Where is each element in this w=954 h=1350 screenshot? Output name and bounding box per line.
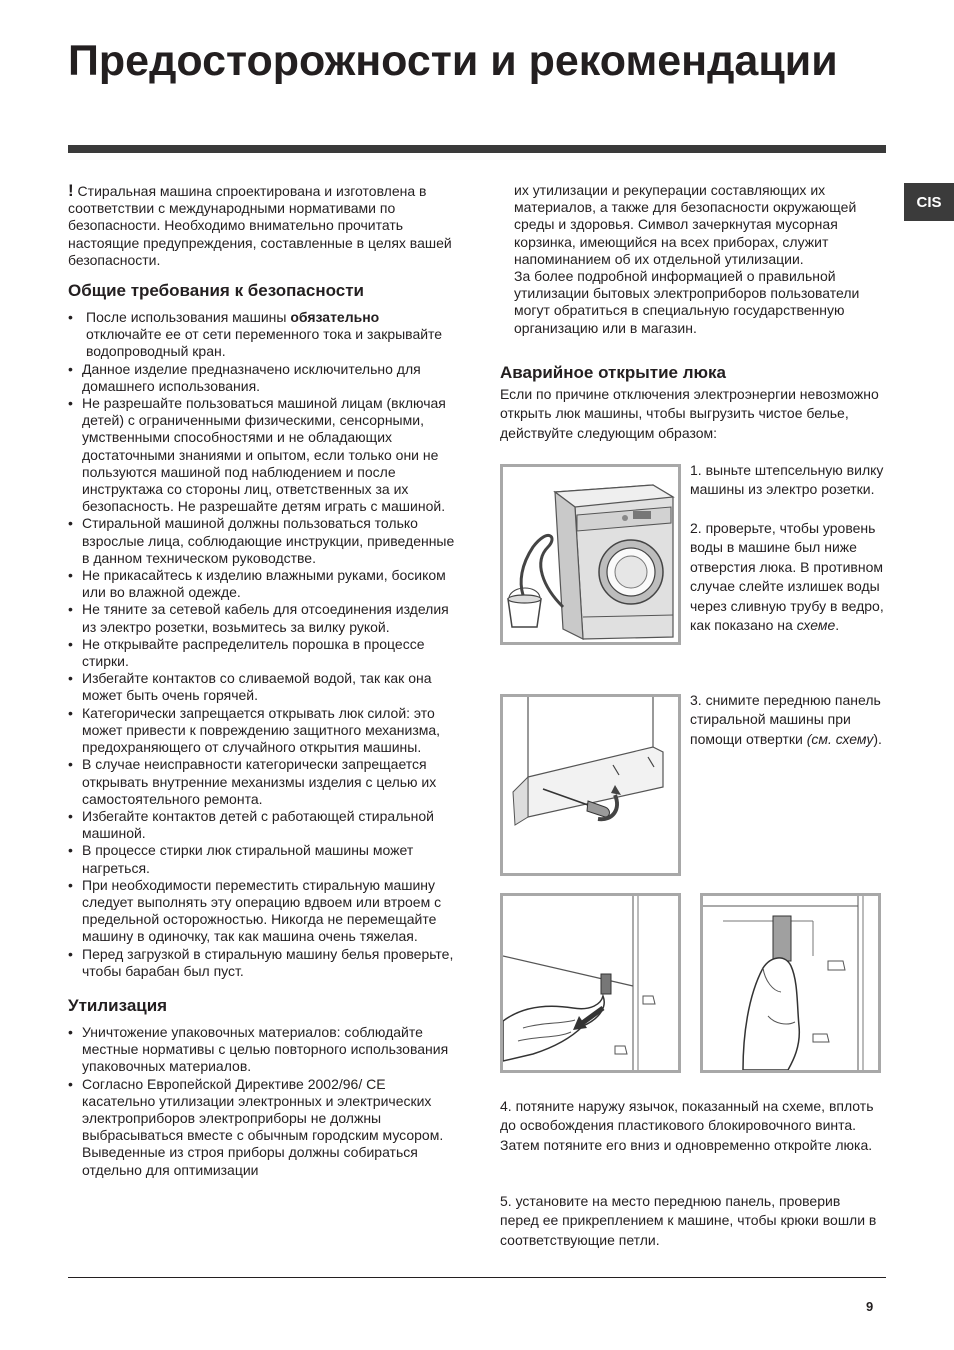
list-item: • Не открывайте распределитель порошка в процессе стирки. (68, 636, 456, 670)
step-4-text: 4. потяните наружу язычок, показанный на схеме, вплоть до освобождения пластикового блокировочного винта. Затем потяните его вниз и одновременно откройте люка. (500, 1098, 874, 1153)
list-item: • Категорически запрещается открывать люк силой: это может привести к повреждению защитного механизма, предохраняющего от случайного открытия машины. (68, 705, 456, 757)
list-item: • Стиральной машиной должны пользоваться только взрослые лица, соблюдающие инструкции, приведенные в данном техническом руководстве. (68, 515, 456, 567)
list-item: • Не разрешайте пользоваться машиной лицам (включая детей) с ограниченными физическими, сенсорными, умственными способностями и не обладающих достаточными знаниями и опытом, если только они не пользуются машиной под наблюдением и после инструктажа со стороны лиц, ответственных за их безопасность. Не разрешайте детям играть с машиной. (68, 395, 456, 515)
list-item: • Перед загрузкой в стиральную машину белья проверьте, чтобы барабан был пуст. (68, 946, 456, 980)
list-item: • Согласно Европейской Директиве 2002/96/ СЕ касательно утилизации электронных и электрических электроприборов электроприборы не должны выбрасываться вместе с обычным городским мусором. Выведенные из строя приборы должны собираться отдельно для оптимизации (68, 1076, 456, 1179)
disposal-more-info: За более подробной информацией о правильной утилизации бытовых электроприборов пользователи могут обратиться в специальную государственную организацию или в магазин. (514, 268, 860, 336)
general-safety-heading: Общие требования к безопасности (68, 281, 364, 301)
washing-machine-illustration (503, 467, 678, 642)
left-column (68, 182, 456, 1179)
right-column (500, 182, 888, 443)
list-item: • Избегайте контактов детей с работающей стиральной машиной. (68, 808, 456, 842)
warning-icon: ! (68, 181, 74, 200)
intro-text: Стиральная машина спроектирована и изготовлена в соответствии с международными нормативами по безопасности. Необходимо внимательно прочитать настоящие предупреждения, составленные в целях вашей безопасности. (68, 183, 452, 268)
figure-screwdriver-panel (500, 694, 681, 876)
list-item: • Не тяните за сетевой кабель для отсоединения изделия из электро розетки, возьмитесь за вилку рукой. (68, 601, 456, 635)
emergency-heading: Аварийное открытие люка (500, 362, 727, 382)
intro-paragraph (68, 182, 456, 269)
list-item: • Данное изделие предназначено исключительно для домашнего использования. (68, 361, 456, 395)
step-5-text: 5. установите на место переднюю панель, проверив перед ее прикреплением к машине, чтобы крюки вошли в соответствующие петли. (500, 1193, 877, 1248)
disposal-heading: Утилизация (68, 995, 168, 1015)
general-safety-list (68, 309, 456, 980)
disposal-list (68, 1024, 456, 1179)
list-item: • В процессе стирки люк стиральной машины может нагреться. (68, 842, 456, 876)
list-item: • После использования машины обязательно отключайте ее от сети переменного тока и закрывайте водопроводный кран. (68, 309, 456, 361)
pull-tab-illustration (503, 896, 678, 1070)
language-tab: CIS (904, 183, 954, 221)
page-number: 9 (866, 1299, 874, 1314)
front-panel-illustration (503, 697, 678, 873)
footer-rule (68, 1277, 886, 1278)
figure-pull-tab (500, 893, 681, 1073)
figure-hold-tab (700, 893, 881, 1073)
list-item: • Уничтожение упаковочных материалов: соблюдайте местные нормативы с целью повторного использования упаковочных материалов. (68, 1024, 456, 1076)
list-item: • В случае неисправности категорически запрещается открывать внутренние механизмы изделия с целью их самостоятельного ремонта. (68, 756, 456, 808)
disposal-continuation: их утилизации и рекуперации составляющих их материалов, а также для безопасности окружающей среды и здоровья. Символ зачеркнутая мусорная корзинка, имеющийся на всех приборах, служит напоминанием об их отдельной утилизации. (514, 182, 857, 267)
list-item: • Не прикасайтесь к изделию влажными руками, босиком или во влажной одежде. (68, 567, 456, 601)
list-item: • При необходимости переместить стиральную машину следует выполнять эту операцию вдвоем или втроем с предельной осторожностью. Никогда не перемещайте машину в одиночку, так как машина очень тяжелая. (68, 877, 456, 946)
title-rule (68, 145, 886, 153)
hold-tab-illustration (703, 896, 878, 1070)
step-1-text: 1. выньте штепсельную вилку машины из электро розетки. (690, 462, 884, 498)
emergency-intro: Если по причине отключения электроэнергии невозможно открыть люк машины, чтобы выгрузить чистое белье, действуйте следующим образом: (500, 385, 879, 441)
figure-drain-bucket (500, 464, 681, 645)
step-2-text: 2. проверьте, чтобы уровень воды в машине был ниже отверстия люка. В противном случае слейте излишек воды через сливную трубу в ведро, как показано на схеме. (690, 520, 884, 634)
list-item: • Избегайте контактов со сливаемой водой, так как она может быть очень горячей. (68, 670, 456, 704)
page-title: Предосторожности и рекомендации (68, 37, 838, 85)
step-3-text: 3. снимите переднюю панель стиральной машины при помощи отвертки (см. схему). (690, 692, 882, 747)
